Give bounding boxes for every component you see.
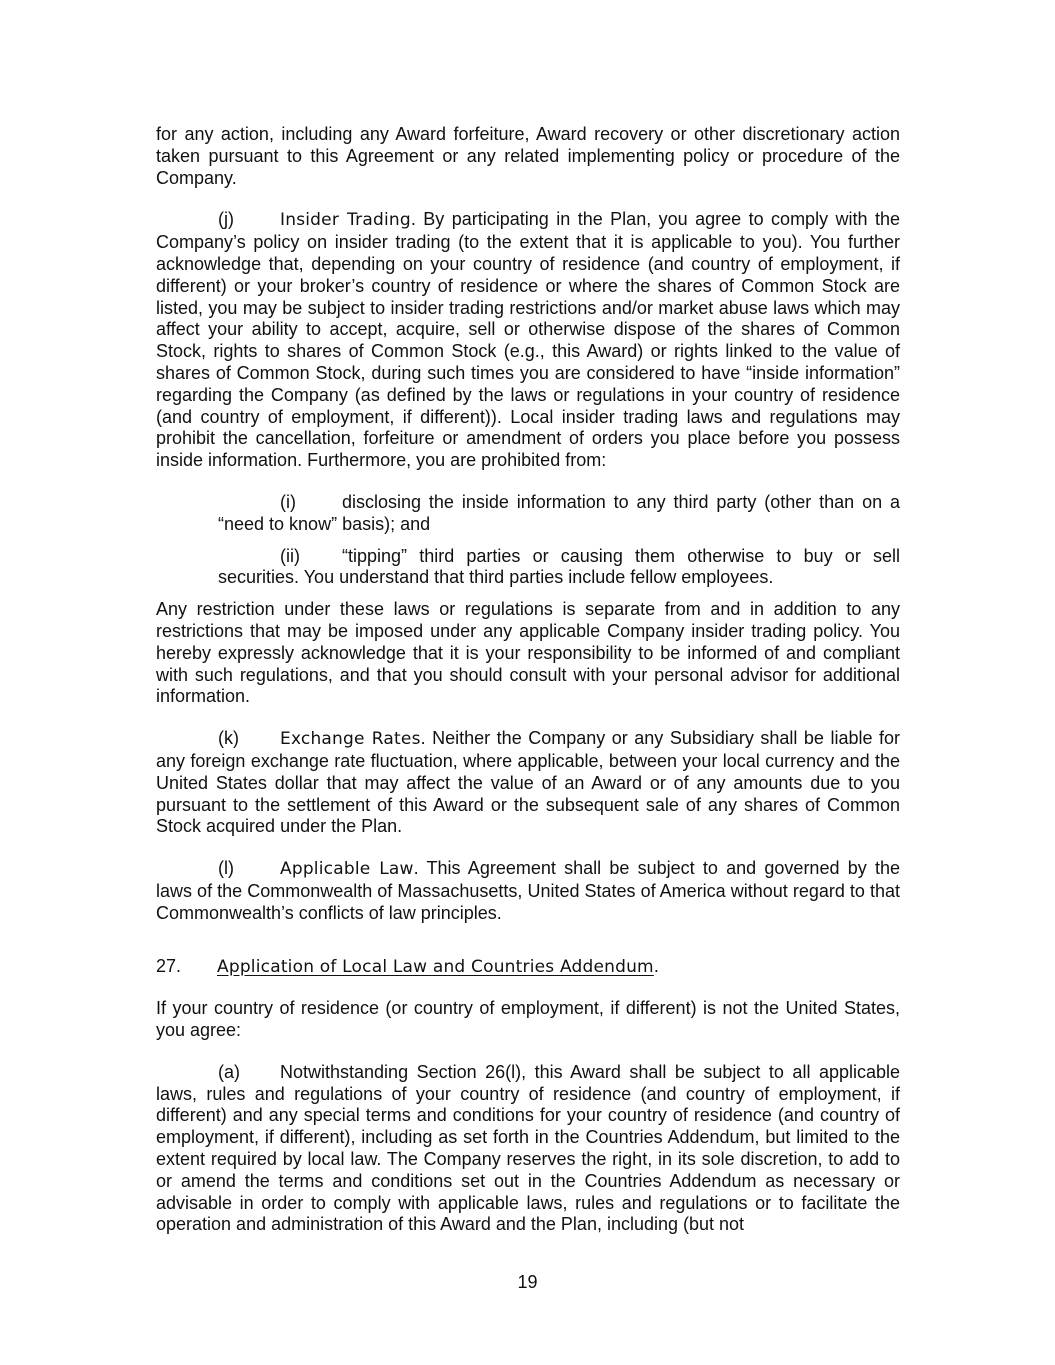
paragraph-j-after: Any restriction under these laws or regulations is separate from and in addition to any restrictions that may be imposed under any applicable Company insider trading policy. You hereby expressly acknowledge that it is your responsibility to be informed of and compliant with such regulations, and that you should consult with your personal advisor for additional information. xyxy=(156,599,900,707)
paragraph-k-text: . Neither the Company or any Subsidiary shall be liable for any foreign exchange rate fluctuation, where applicable, between your local currency and the United States dollar that may affect the value of an Award or of any amounts due to you pursuant to the settlement of this Award or the subsequent sale of any shares of Common Stock acquired under the Plan. xyxy=(156,728,900,837)
paragraph-a-text: Notwithstanding Section 26(l), this Award shall be subject to all applicable laws, rules and regulations of your country of residence (and country of employment, if different) and any special terms and conditions for your country of residence (and country of employment, if different), including as set forth in the Countries Addendum, but limited to the extent required by local law. The Company reserves the right, in its sole discretion, to add to or amend the terms and conditions set out in the Countries Addendum as necessary or advisable in order to comply with applicable laws, rules and regulations or to facilitate the operation and administration of this Award and the Plan, including (but not xyxy=(156,1061,900,1235)
paragraph-a-label: (a) xyxy=(218,1061,240,1082)
subitem-ii xyxy=(218,546,900,590)
section-27-number: 27. xyxy=(156,955,182,976)
section-27-intro: If your country of residence (or country of employment, if different) is not the United States, you agree: xyxy=(156,998,900,1041)
subitem-ii-label: (ii) xyxy=(280,545,300,566)
section-27-period: . xyxy=(653,955,659,976)
paragraph-l xyxy=(156,858,900,924)
subitem-i-text: disclosing the inside information to any third party (other than on a “need to know” basis); and xyxy=(218,491,900,534)
subitem-list xyxy=(218,492,900,589)
paragraph-j-label: (j) xyxy=(218,209,234,230)
document-page xyxy=(156,124,900,1236)
subitem-i xyxy=(218,492,900,536)
paragraph-l-label: (l) xyxy=(218,858,234,879)
section-27-title: Application of Local Law and Countries Addendum xyxy=(217,956,654,977)
paragraph-k xyxy=(156,728,900,838)
paragraph-l-text: . This Agreement shall be subject to and governed by the laws of the Commonwealth of Massachusetts, United States of America without regard to that Commonwealth’s conflicts of law principles. xyxy=(156,858,900,923)
paragraph-j xyxy=(156,209,900,472)
paragraph-k-label: (k) xyxy=(218,728,239,749)
subitem-i-label: (i) xyxy=(280,491,296,512)
paragraph-l-heading: Applicable Law xyxy=(280,859,414,880)
section-27-heading xyxy=(156,956,900,979)
paragraph-a xyxy=(156,1062,900,1236)
page-number: 19 xyxy=(517,1272,538,1292)
subitem-ii-text: “tipping” third parties or causing them otherwise to buy or sell securities. You understand that third parties include fellow employees. xyxy=(218,545,900,588)
paragraph-j-text: . By participating in the Plan, you agree to comply with the Company’s policy on insider trading (to the extent that it is applicable to you). You further acknowledge that, depending on your country of residence (and country of employment, if different) or your broker’s country of residence or where the shares of Common Stock are listed, you may be subject to insider trading restrictions and/or market abuse laws which may affect your ability to accept, acquire, sell or otherwise dispose of the shares of Common Stock, rights to shares of Common Stock (e.g., this Award) or rights linked to the value of shares of Common Stock, during such times you are considered to have “inside information” regarding the Company (as defined by the laws or regulations in your country of residence (and country of employment, if different)). Local insider trading laws and regulations may prohibit the cancellation, forfeiture or amendment of orders you place before you possess inside information. Furthermore, you are prohibited from: xyxy=(156,209,900,471)
intro-paragraph: for any action, including any Award forfeiture, Award recovery or other discretionary action taken pursuant to this Agreement or any related implementing policy or procedure of the Company. xyxy=(156,124,900,188)
paragraph-j-heading: Insider Trading xyxy=(280,210,411,231)
paragraph-k-heading: Exchange Rates xyxy=(280,729,421,750)
